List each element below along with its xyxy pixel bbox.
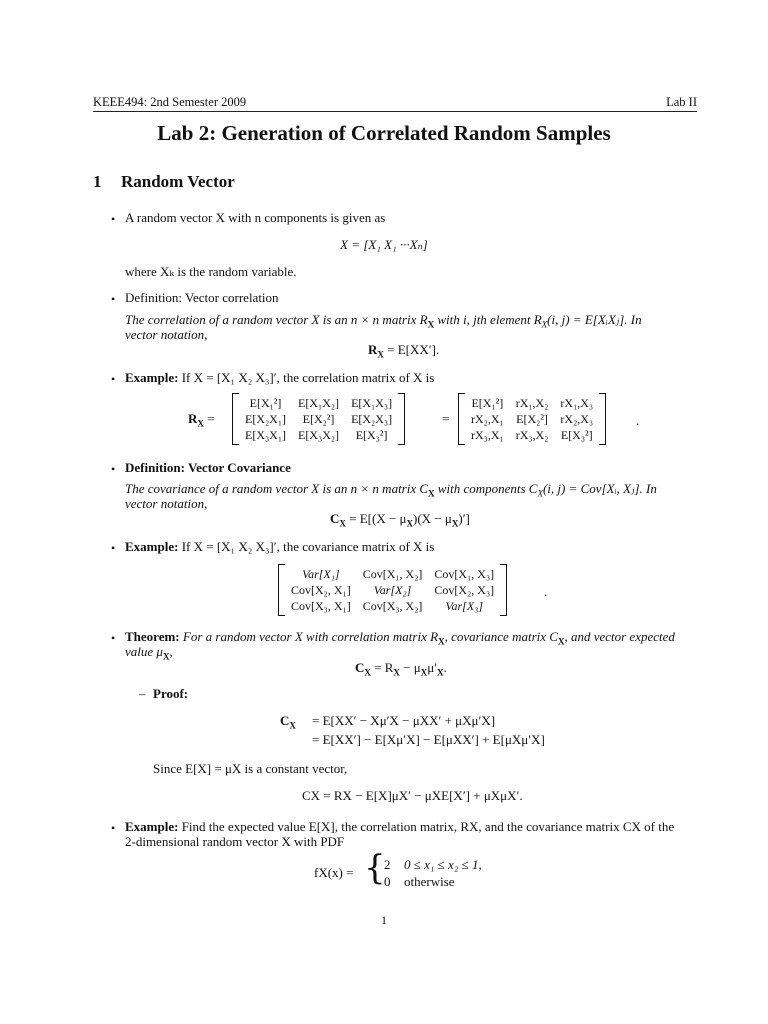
pdf-case-2-value: 0 <box>384 874 391 889</box>
bullet-3: • <box>111 372 116 386</box>
matrix-cell: E[X₃²] <box>560 428 593 442</box>
matrix-cell: E[X₃X₁] <box>245 428 287 442</box>
matrix-cell: Cov[X₁, X₃] <box>434 567 495 581</box>
theorem-text: Theorem: For a random vector X with correlation matrix $R_X$, covariance matrix $C_X$, and vector expected <box>125 629 675 647</box>
matrix-cell: rX₃,X₂ <box>515 428 549 442</box>
matrix-cell: E[X₂X₁] <box>245 412 287 426</box>
matrix-cell: Var[X₃] <box>445 599 484 613</box>
matrix-cell: rX₂,X₁ <box>471 412 504 426</box>
correlation-matrix-lhs: $R_X$ = <box>188 411 215 429</box>
pdf-case-1-condition: 0 ≤ x₁ ≤ x₂ ≤ 1, <box>404 857 482 872</box>
pdf-lhs: fX(x) = <box>314 865 354 880</box>
matrix-cell: E[X₃²] <box>355 428 388 442</box>
bullet-3-text: Example: If X = [X₁ X₂ X₃]′, the correlation matrix of X is <box>125 370 435 385</box>
matrix-cell: E[X₂²] <box>516 412 548 426</box>
bullet-6: • <box>111 631 116 645</box>
covariance-matrix <box>278 564 507 616</box>
correlation-definition-line2: vector notation, <box>125 327 208 342</box>
theorem-equation: $C_X = R_X - \mu_X\mu'_X$. <box>355 660 447 678</box>
bullet-1: • <box>111 212 116 226</box>
period: . <box>544 584 548 599</box>
theorem-text-line2: value $\mu_X$, <box>125 644 173 662</box>
matrix-cell: E[X₁²] <box>249 396 282 410</box>
matrix-cell: Cov[X₃, X₁] <box>291 599 351 613</box>
since-text: Since E[X] = μX is a constant vector, <box>153 761 348 776</box>
bullet-1-where: where Xₖ is the random variable. <box>125 264 297 279</box>
covariance-definition: The covariance of a random vector X is an n × n matrix $C_X$ with components $C_X(i$, j) = Cov[Xᵢ, Xⱼ]. In <box>125 481 657 499</box>
equals-sign: = <box>442 411 450 426</box>
page-title: Lab 2: Generation of Correlated Random Samples <box>157 121 611 145</box>
matrix-cell: E[X₁X₃] <box>351 396 393 410</box>
bullet-5-text: Example: If X = [X₁ X₂ X₃]′, the covariance matrix of X is <box>125 539 435 554</box>
proof-line-2: = E[XX′] − E[Xμ′X] − E[μXX′] + E[μXμ′X] <box>312 732 545 747</box>
bullet-7: • <box>111 821 116 835</box>
correlation-definition: The correlation of a random vector X is an n × n matrix $R_X$ with i, jth element $R_X(i$, j) = E[XᵢXⱼ]. In <box>125 312 642 330</box>
proof-label: Proof: <box>153 686 189 701</box>
proof-line-1: = E[XX′ − Xμ′X − μXX′ + μXμ′X] <box>312 713 496 728</box>
correlation-matrix-left-table <box>239 395 398 443</box>
covariance-equation: $C_X = E[(X - \mu_X)(X - \mu_X)']$ <box>330 511 470 529</box>
header-course: KEEE494: 2nd Semester 2009 <box>93 95 247 109</box>
matrix-cell: rX₃,X₁ <box>471 428 504 442</box>
matrix-cell: E[X₁²] <box>471 396 504 410</box>
bullet-4: • <box>111 462 116 476</box>
matrix-cell: E[X₂²] <box>302 412 335 426</box>
pdf-case-2-condition: otherwise <box>404 874 455 889</box>
page-number: 1 <box>381 913 387 927</box>
bullet-5: • <box>111 541 116 555</box>
pdf-case-1-value: 2 <box>384 857 391 872</box>
matrix-cell: Cov[X₃, X₂] <box>362 599 423 613</box>
matrix-cell: Cov[X₂, X₃] <box>434 583 495 597</box>
matrix-cell: E[X₂X₃] <box>351 412 393 426</box>
section-title: Random Vector <box>121 172 235 191</box>
random-vector-equation: X = [X₁ X₁ ···Xₙ] <box>340 237 428 252</box>
proof-lhs: $C_X$ <box>280 713 296 731</box>
header-lab: Lab II <box>666 95 697 109</box>
proof-dash: – <box>139 686 146 701</box>
matrix-cell: Cov[X₂, X₁] <box>291 583 351 597</box>
correlation-matrix-right <box>458 393 606 445</box>
covariance-definition-line2: vector notation, <box>125 496 208 511</box>
period: . <box>636 413 640 428</box>
example-3-text-line2: 2-dimensional random vector X with PDF <box>125 834 345 849</box>
matrix-cell: E[X₃X₂] <box>298 428 340 442</box>
matrix-cell: rX₁,X₂ <box>515 396 549 410</box>
bullet-1-text: A random vector X with n components is given as <box>125 210 386 225</box>
matrix-cell: rX₂,X₃ <box>560 412 594 426</box>
correlation-equation: $R_X = E[XX']$. <box>368 342 440 360</box>
matrix-cell: Var[X₁] <box>302 567 340 581</box>
matrix-cell: Cov[X₁, X₂] <box>362 567 423 581</box>
matrix-cell: rX₁,X₃ <box>560 396 594 410</box>
covariance-matrix-table <box>285 566 500 614</box>
bullet-2-text: Definition: Vector correlation <box>125 290 279 305</box>
bullet-4-text: Definition: Vector Covariance <box>125 460 291 475</box>
example-3-text: Example: Find the expected value E[X], the correlation matrix, RX, and the covariance matrix CX of the <box>125 819 675 834</box>
section-number: 1 <box>93 172 102 191</box>
correlation-matrix-left <box>232 393 405 445</box>
matrix-cell: E[X₁X₂] <box>298 396 340 410</box>
bullet-2: • <box>111 292 116 306</box>
matrix-cell: Var[X₂] <box>373 583 412 597</box>
correlation-matrix-right-table <box>465 395 599 443</box>
pdf-brace: { <box>364 848 386 888</box>
since-equation: CX = RX − E[X]μX′ − μXE[X′] + μXμX′. <box>302 788 523 803</box>
header-rule <box>93 111 697 112</box>
